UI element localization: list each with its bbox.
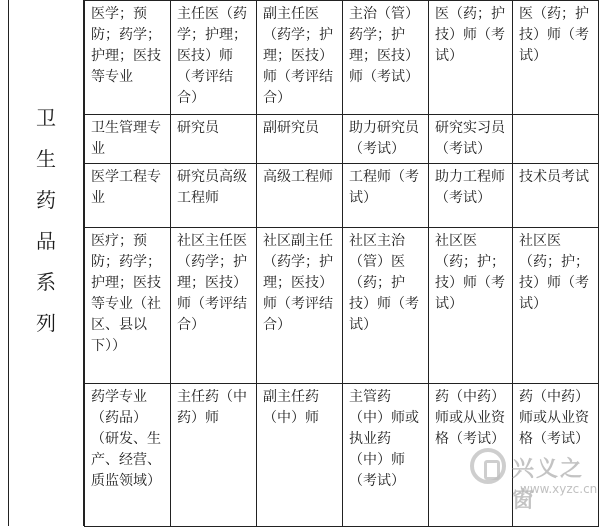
level-cell: 社区主任医（药学；护理；医技）师（考评结合） — [171, 228, 257, 384]
series-char: 药 — [36, 188, 56, 212]
watermark-brand: 兴义之窗 — [512, 457, 585, 513]
level-cell: 副主任医（药学；护理；医技）师（考评结合） — [257, 1, 343, 115]
category-cell: 医学工程专业 — [85, 164, 171, 228]
level-cell: 助力研究员（考试） — [343, 115, 429, 164]
table-row — [85, 115, 599, 164]
category-cell: 医疗；预防；药学；护理；医技等专业（社区、县以下）） — [85, 228, 171, 384]
table-row — [85, 1, 599, 115]
level-cell: 工程师（考试） — [343, 164, 429, 228]
series-label — [9, 98, 83, 344]
title-table — [84, 0, 599, 527]
level-cell: 医（药；护技）师（考试） — [513, 1, 599, 115]
level-cell: 研究员 — [171, 115, 257, 164]
level-cell: 社区主治（管）医（药；护技）师（考试） — [343, 228, 429, 384]
category-cell: 卫生管理专业 — [85, 115, 171, 164]
series-char: 生 — [36, 147, 56, 171]
level-cell: 副研究员 — [257, 115, 343, 164]
level-cell: 药（中药）师或从业资格（考试） — [429, 384, 513, 527]
level-cell: 社区医（药；护；技）师（考试） — [429, 228, 513, 384]
series-char: 卫 — [36, 106, 56, 130]
level-cell: 社区医（药；护；技）师（考试） — [513, 228, 599, 384]
level-cell: 主任医（药学；护理；医技）师（考评结合） — [171, 1, 257, 115]
series-label-column — [8, 0, 84, 526]
level-cell: 研究员高级工程师 — [171, 164, 257, 228]
series-char: 列 — [36, 311, 56, 335]
category-cell: 药学专业（药品）（研发、生产、经营、质监领域） — [85, 384, 171, 527]
level-cell: 社区副主任（药学；护理；医技）师（考评结合） — [257, 228, 343, 384]
logo-circle-icon — [470, 448, 506, 484]
series-char: 品 — [36, 229, 56, 253]
level-cell: 主管药（中）师或执业药（中）师（考试） — [343, 384, 429, 527]
level-cell: 主任药（中药）师 — [171, 384, 257, 527]
level-cell: 医（药；护技）师（考试） — [429, 1, 513, 115]
level-cell: 技术员考试 — [513, 164, 599, 228]
level-cell: 主治（管）药学；护理；医技）师（考试） — [343, 1, 429, 115]
level-cell: 药（中药）师或从业资格（考试） — [513, 384, 599, 527]
watermark-url: www.xyzc.cn — [520, 482, 598, 496]
level-cell: 副主任药（中）师 — [257, 384, 343, 527]
level-cell: 助力工程师（考试） — [429, 164, 513, 228]
level-cell — [513, 115, 599, 164]
series-char: 系 — [36, 270, 56, 294]
table-row — [85, 164, 599, 228]
table-row — [85, 228, 599, 384]
level-cell: 研究实习员（考试） — [429, 115, 513, 164]
category-cell: 医学；预防；药学；护理；医技等专业 — [85, 1, 171, 115]
level-cell: 高级工程师 — [257, 164, 343, 228]
